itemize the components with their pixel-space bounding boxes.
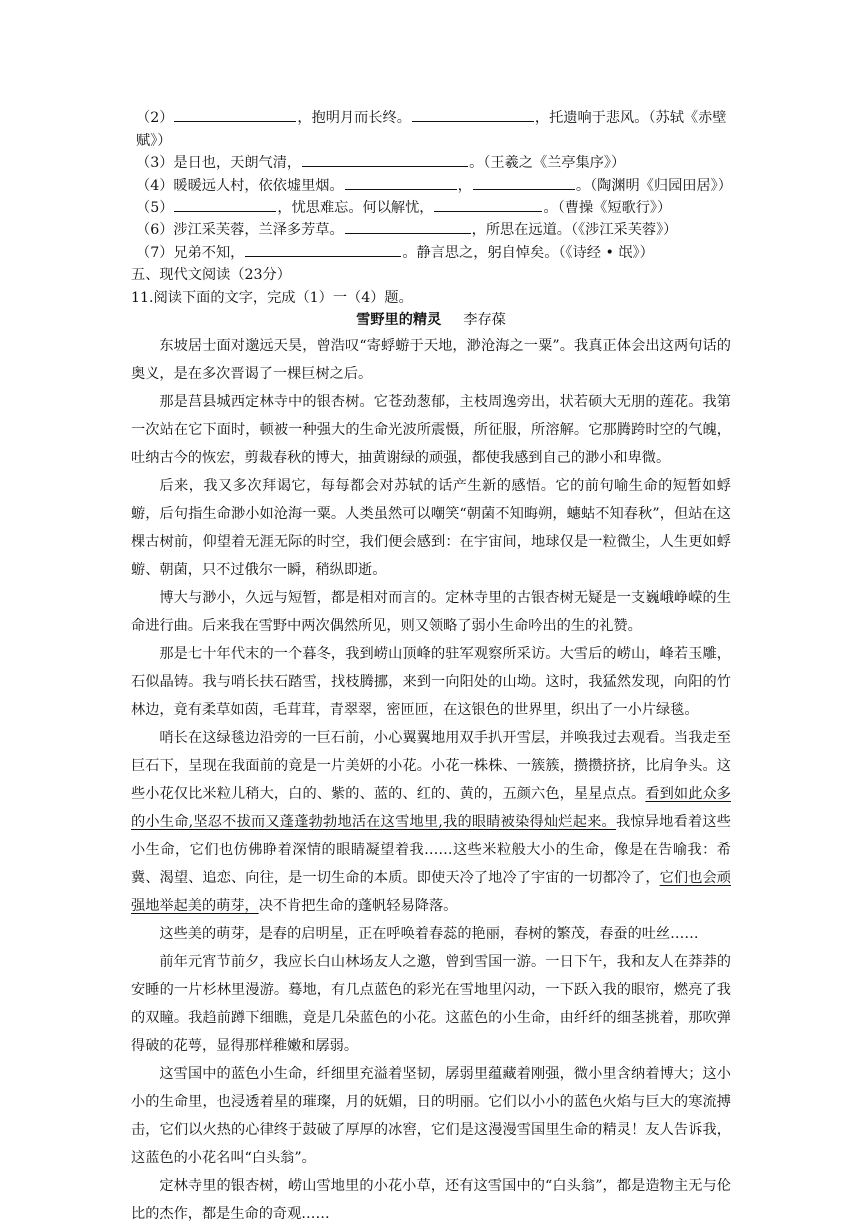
article-body bbox=[131, 332, 731, 1228]
question-text: 是日也，天朗气清， bbox=[173, 155, 302, 171]
question-text: 。（曹操《短歌行》） bbox=[543, 200, 672, 216]
section-heading: 五、现代文阅读（23分） bbox=[131, 267, 291, 283]
question-text: 。（陶渊明《归园田居》） bbox=[575, 178, 732, 194]
answer-blank bbox=[473, 175, 575, 190]
article-paragraph: 后来，我又多次拜谒它，每每都会对苏轼的话产生新的感悟。它的前句喻生命的短暂如蜉蝣，后句指生命渺小如沧海一粟。人类虽然可以嘲笑“朝菌不知晦朔，蟪蛄不知春秋”，但站在这棵古树前，仰望着无涯无际的时空，我们便会感到：在宇宙间，地球仅是一粒微尘，人生更如蜉蝣、朝菌，只不过俄尔一瞬，稍纵即逝。 bbox=[131, 478, 731, 578]
article-paragraph: 这雪国中的蓝色小生命，纤细里充溢着坚韧，孱弱里蕴藏着刚强，微小里含纳着博大；这小小的生命里，也浸透着星的璀璨，月的妩媚，日的明丽。它们以小小的蓝色火焰与巨大的寒流搏击，它们以火热的心律终于鼓破了厚厚的冰窖，它们是这漫漫雪国里生命的精灵！友人告诉我，这蓝色的小花名叫“白头翁”。 bbox=[131, 1066, 731, 1166]
answer-blank bbox=[174, 107, 296, 122]
question-2 bbox=[136, 107, 726, 129]
question-instruction: 11.阅读下面的文字，完成（1）一（4）题。 bbox=[131, 290, 413, 306]
question-7 bbox=[136, 242, 654, 264]
question-text: 。（王羲之《兰亭集序》） bbox=[469, 155, 626, 171]
article-paragraph: 那是莒县城西定林寺中的银杏树。它苍劲葱郁，主枝周逸旁出，状若硕大无朋的莲花。我第一次站在它下面时，顿被一种强大的生命光波所震慑，所征服，所溶解。它那腾跨时空的气魄，吐纳古今的恢宏，剪裁春秋的博大，抽黄谢绿的顽强，都使我感到自己的渺小和卑微。 bbox=[131, 394, 731, 466]
question-6 bbox=[136, 219, 677, 241]
question-number: （5） bbox=[136, 200, 174, 216]
question-5 bbox=[136, 197, 671, 219]
article-author: 李存葆 bbox=[463, 312, 506, 328]
question-text: ，抱明月而长终。 bbox=[297, 110, 411, 126]
question-number: （6） bbox=[136, 222, 174, 238]
article-paragraph: 定林寺里的银杏树，崂山雪地里的小花小草，还有这雪国中的“白头翁”，都是造物主无与伦比的杰作，都是生命的奇观…… bbox=[131, 1178, 731, 1222]
question-4 bbox=[136, 175, 732, 197]
question-text: 。静言思之，躬自悼矣。（《诗经 • 氓》） bbox=[402, 245, 654, 261]
article-paragraph: 那是七十年代末的一个暮冬，我到崂山顶峰的驻军观察所采访。大雪后的崂山，峰若玉雕，石似晶铸。我与哨长扶石踏雪，找枝腾挪，来到一向阳处的山坳。这时，我猛然发现，向阳的竹林边，竟有柔草如茵，毛茸茸，青翠翠，密匝匝，在这银色的世界里，织出了一小片绿毯。 bbox=[131, 646, 731, 718]
question-text: 暖暖远人村，依依墟里烟。 bbox=[173, 178, 344, 194]
question-text: 涉江采芙蓉，兰泽多芳草。 bbox=[173, 222, 344, 238]
article-paragraph: 这些美的萌芽，是春的启明星，正在呼唤着春蕊的艳丽，春树的繁茂，春蚕的吐丝…… bbox=[159, 926, 699, 942]
question-text: 兄弟不知， bbox=[173, 245, 245, 261]
article-paragraph: 前年元宵节前夕，我应长白山林场友人之邀，曾到雪国一游。一日下午，我和友人在莽莽的安睡的一片杉林里漫游。蓦地，有几点蓝色的彩光在雪地里闪动，一下跃入我的眼帘，燃亮了我的双瞳。我趋前蹲下细瞧，竟是几朵蓝色的小花。这蓝色的小生命，由纤纤的细茎挑着，那吹弹得破的花萼，显得那样稚嫩和孱弱。 bbox=[131, 954, 731, 1054]
question-text: ，托遗响于悲风。（苏轼《赤壁 bbox=[534, 110, 727, 126]
question-number: （7） bbox=[136, 245, 174, 261]
answer-blank bbox=[345, 175, 457, 190]
answer-blank bbox=[302, 152, 468, 167]
question-text: ，忧思难忘。何以解忧， bbox=[277, 200, 434, 216]
answer-blank bbox=[245, 242, 401, 257]
answer-blank bbox=[434, 197, 542, 212]
question-3 bbox=[136, 152, 625, 174]
answer-blank bbox=[174, 197, 276, 212]
question-number: （2） bbox=[136, 110, 174, 126]
question-text: 赋》） bbox=[136, 133, 172, 149]
article-title: 雪野里的精灵 bbox=[356, 312, 442, 328]
article-paragraph: 博大与渺小，久远与短暂，都是相对而言的。定林寺里的古银杏树无疑是一支巍峨峥嵘的生命进行曲。后来我在雪野中两次偶然所见，则又领略了弱小生命吟出的生的礼赞。 bbox=[131, 590, 731, 634]
article-paragraph bbox=[131, 724, 731, 920]
question-text: ， bbox=[457, 178, 472, 194]
question-number: （4） bbox=[136, 178, 174, 194]
underlined-sentence: 看到如此众多的小生命,坚忍不拔而又蓬蓬勃勃地活在这雪地里,我的眼睛被染得灿烂起来。 bbox=[131, 786, 731, 830]
paragraph-text: 我惊异地看着这些小生命，它们也仿佛睁着深情的眼睛凝望着我……这些米粒般大小的生命，像是在告喻我：希冀、渴望、追恋、向往，是一切生命的本质。即使天冷了地冷了宇宙的一切都冷了， bbox=[131, 814, 731, 886]
paragraph-text: 决不肯把生命的蓬帆轻易降落。 bbox=[258, 898, 458, 914]
question-number: （3） bbox=[136, 155, 174, 171]
article-title-line bbox=[131, 309, 731, 331]
answer-blank bbox=[412, 107, 534, 122]
article-paragraph: 东坡居士面对邈远天昊，曾浩叹“寄蜉蝣于天地，渺沧海之一粟”。我真正体会出这两句话的奥义，是在多次晋谒了一棵巨树之后。 bbox=[131, 338, 731, 382]
underlined-phrase: 它们也会顽强地举起美的萌芽， bbox=[131, 870, 731, 914]
question-2-cont bbox=[136, 130, 171, 152]
answer-blank bbox=[345, 219, 471, 234]
question-text: ，所思在远道。（《涉江采芙蓉》） bbox=[471, 222, 678, 238]
paragraph-text: 哨长在这绿毯边沿旁的一巨石前，小心翼翼地用双手扒开雪层，并唤我过去观看。当我走至巨石下，呈现在我面前的竟是一片美妍的小花。小花一株株、一簇簇，攒攒挤挤，比肩争头。这些小花仅比米粒儿稍大，白的、紫的、蓝的、红的、黄的，五颜六色，星星点点。 bbox=[131, 730, 731, 802]
